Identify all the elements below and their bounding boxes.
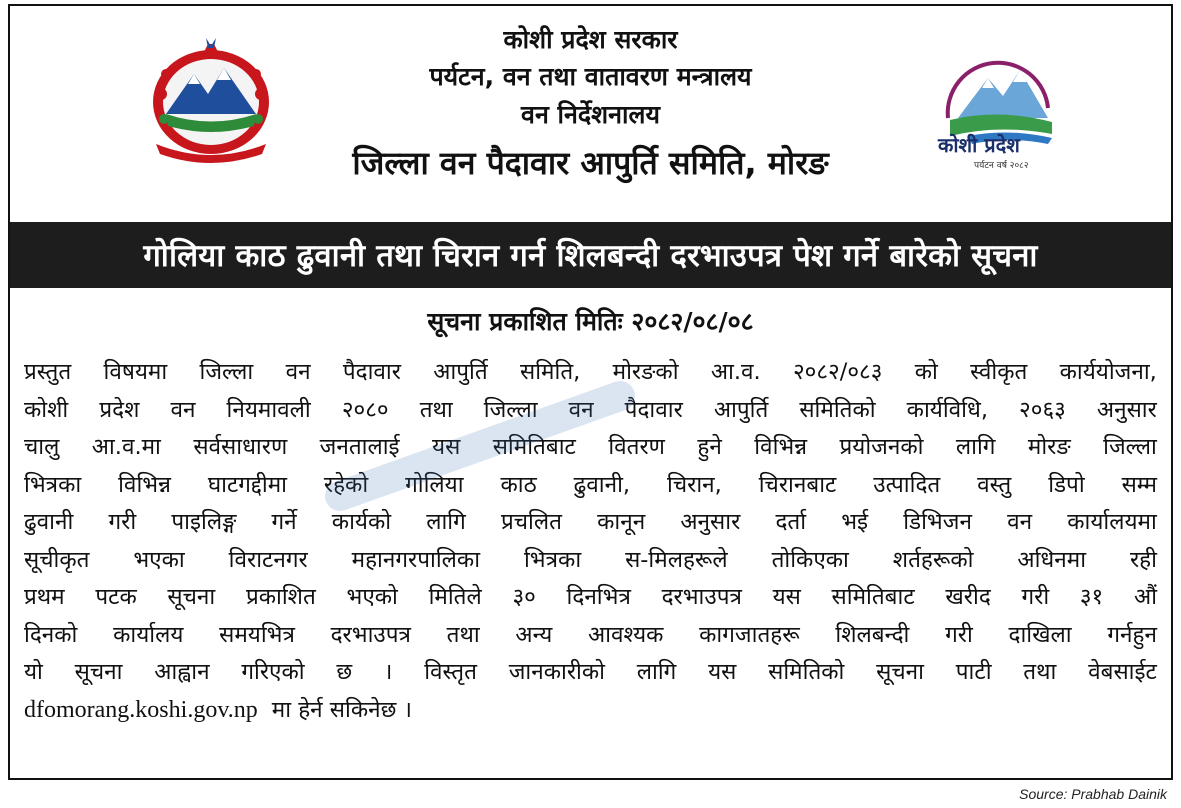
body-word: पैदावार bbox=[342, 359, 401, 385]
body-word: समितिको bbox=[799, 396, 876, 423]
body-word: पाटी bbox=[955, 659, 992, 685]
body-line-last bbox=[24, 692, 1157, 730]
body-word: सम्म bbox=[1121, 471, 1157, 498]
body-word: समिति, bbox=[520, 359, 581, 385]
body-word: कार्यविधि, bbox=[906, 396, 988, 423]
body-word: पटक bbox=[95, 584, 137, 610]
notice-header bbox=[10, 6, 1171, 224]
body-line bbox=[24, 467, 1157, 505]
body-word: समितिबाट bbox=[492, 434, 576, 460]
body-word: अन्य bbox=[515, 621, 553, 648]
body-line bbox=[24, 392, 1157, 430]
body-word: यो bbox=[24, 659, 43, 685]
body-line bbox=[24, 579, 1157, 617]
koshi-tourism-logo-icon bbox=[928, 48, 1068, 180]
body-word: सर्वसाधारण bbox=[193, 434, 288, 460]
body-word: तोकिएका bbox=[771, 546, 849, 573]
website-url[interactable]: dfomorang.koshi.gov.np bbox=[24, 696, 258, 723]
body-word: रहेको bbox=[323, 471, 369, 498]
body-word: सूचना bbox=[74, 659, 123, 685]
body-word: दिनभित्र bbox=[566, 584, 631, 610]
published-date: सूचना प्रकाशित मितिः २०८२/०८/०८ bbox=[427, 307, 754, 336]
body-word: दरभाउपत्र bbox=[661, 584, 742, 610]
body-word: हुने bbox=[697, 434, 722, 460]
body-word: कोशी bbox=[24, 396, 69, 423]
body-word: वन bbox=[568, 396, 594, 423]
body-line bbox=[24, 354, 1157, 392]
body-word: समितिको bbox=[768, 659, 845, 685]
body-word: स्वीकृत bbox=[970, 359, 1028, 385]
body-word: वितरण bbox=[608, 434, 665, 460]
body-word: विषयमा bbox=[103, 359, 168, 385]
body-word: सूचीकृत bbox=[24, 546, 90, 573]
body-word: २०८२/०८३ bbox=[792, 359, 883, 385]
body-word: शिलबन्दी bbox=[835, 621, 910, 648]
source-credit: Source: Prabhab Dainik bbox=[1019, 786, 1167, 802]
body-word: २०८० bbox=[341, 396, 389, 423]
body-word: गोलिया bbox=[405, 471, 464, 498]
body-word: आपुर्ति bbox=[713, 396, 769, 423]
body-word: भएको bbox=[346, 584, 398, 610]
body-word: शर्तहरूको bbox=[892, 546, 974, 573]
body-word: वन bbox=[170, 396, 196, 423]
body-word: २०६३ bbox=[1019, 396, 1066, 423]
body-word: लागि bbox=[955, 434, 996, 460]
body-word: प्रस्तुत bbox=[24, 359, 72, 385]
body-word: चालु bbox=[24, 434, 60, 460]
body-word: कार्यको bbox=[331, 509, 392, 535]
body-line bbox=[24, 654, 1157, 692]
body-word: अनुसार bbox=[680, 509, 741, 535]
body-word: दरभाउपत्र bbox=[330, 621, 411, 648]
body-word: ३१ bbox=[1079, 584, 1104, 610]
body-word: वेबसाईट bbox=[1088, 659, 1157, 685]
body-word: मितिले bbox=[428, 584, 482, 610]
body-word: चिरानबाट bbox=[758, 471, 837, 498]
body-word: उत्पादित bbox=[873, 471, 941, 498]
body-word: प्रयोजनको bbox=[839, 434, 924, 460]
body-word: विराटनगर bbox=[228, 546, 308, 573]
body-word: खरीद bbox=[945, 584, 991, 610]
body-word: भित्रका bbox=[24, 471, 82, 498]
body-word: आ.व. bbox=[710, 359, 761, 385]
body-word: गर्ने bbox=[271, 509, 297, 535]
body-word: आह्वान bbox=[154, 659, 210, 685]
body-word: यस bbox=[432, 434, 461, 460]
body-line bbox=[24, 429, 1157, 467]
body-word: यस bbox=[772, 584, 801, 610]
body-word: ढुवानी, bbox=[573, 471, 631, 498]
body-word: चिरान, bbox=[667, 471, 722, 498]
body-word: दाखिला bbox=[1008, 621, 1072, 648]
body-word: दिनको bbox=[24, 621, 78, 648]
notice-title-banner bbox=[10, 222, 1171, 288]
body-word: लागि bbox=[426, 509, 466, 535]
notice-body bbox=[24, 354, 1157, 729]
body-word: गरिएको bbox=[241, 659, 305, 685]
body-word: जानकारीको bbox=[508, 659, 605, 685]
body-word: पाइलिङ्ग bbox=[171, 509, 237, 535]
nepal-emblem-icon bbox=[136, 34, 286, 164]
body-word: कागजातहरू bbox=[699, 621, 800, 648]
body-word: जिल्ला bbox=[199, 359, 254, 385]
body-word: वस्तु bbox=[977, 471, 1012, 498]
committee-name: जिल्ला वन पैदावार आपुर्ति समिति, मोरङ bbox=[352, 144, 829, 182]
body-word: पैदावार bbox=[624, 396, 683, 423]
body-word: गरी bbox=[945, 621, 973, 648]
body-word: महानगरपालिका bbox=[351, 546, 481, 573]
body-word: प्रथम bbox=[24, 584, 65, 610]
body-word: सूचना bbox=[167, 584, 216, 610]
body-word: विभिन्न bbox=[754, 434, 808, 460]
body-word: आ.व.मा bbox=[91, 434, 161, 460]
notice-title: गोलिया काठ ढुवानी तथा चिरान गर्न शिलबन्दी दरभाउपत्र पेश गर्ने बारेको सूचना bbox=[143, 238, 1038, 274]
body-word: कार्ययोजना, bbox=[1059, 359, 1157, 385]
body-word: लागि bbox=[636, 659, 677, 685]
body-word: जनतालाई bbox=[319, 434, 400, 460]
body-word: प्रकाशित bbox=[245, 584, 316, 610]
body-word: को bbox=[914, 359, 938, 385]
body-word: मोरङ bbox=[1027, 434, 1071, 460]
body-word: यस bbox=[708, 659, 737, 685]
body-word: छ bbox=[336, 659, 353, 685]
body-word: ३० bbox=[512, 584, 536, 610]
logo-subcaption: पर्यटन वर्ष २०८२ bbox=[974, 161, 1029, 171]
body-word: औं bbox=[1133, 584, 1157, 610]
body-word: स-मिलहरूले bbox=[625, 546, 728, 573]
body-word: काठ bbox=[500, 471, 537, 498]
body-word: सूचना bbox=[876, 659, 924, 685]
body-word: डिपो bbox=[1048, 471, 1085, 498]
body-word: तथा bbox=[419, 396, 453, 423]
notice-frame bbox=[8, 4, 1173, 780]
body-word: वन bbox=[1007, 509, 1033, 535]
body-word: ढुवानी bbox=[24, 509, 74, 535]
website-suffix: मा हेर्न सकिनेछ । bbox=[271, 696, 413, 723]
body-word: मोरङको bbox=[612, 359, 679, 385]
body-word: तथा bbox=[1023, 659, 1057, 685]
body-word: वन bbox=[285, 359, 311, 385]
government-name: कोशी प्रदेश सरकार bbox=[503, 25, 678, 54]
body-word: गरी bbox=[1021, 584, 1050, 610]
body-word: प्रदेश bbox=[99, 396, 140, 423]
body-word: । bbox=[383, 659, 393, 685]
body-word: गर्नहुन bbox=[1107, 621, 1157, 648]
header-titles bbox=[270, 22, 911, 188]
body-line bbox=[24, 504, 1157, 542]
body-word: डिभिजन bbox=[903, 509, 972, 535]
directorate-name: वन निर्देशनालय bbox=[521, 100, 660, 129]
body-line bbox=[24, 617, 1157, 655]
body-word: नियमावली bbox=[226, 396, 311, 423]
body-word: कार्यालयमा bbox=[1067, 509, 1157, 535]
body-word: भएका bbox=[133, 546, 185, 573]
body-word: दर्ता bbox=[775, 509, 807, 535]
ministry-name: पर्यटन, वन तथा वातावरण मन्त्रालय bbox=[429, 62, 752, 91]
body-word: गरी bbox=[108, 509, 137, 535]
body-word: जिल्ला bbox=[483, 396, 538, 423]
body-word: अधिनमा bbox=[1017, 546, 1087, 573]
body-word: जिल्ला bbox=[1103, 434, 1157, 460]
body-word: आपुर्ति bbox=[433, 359, 488, 385]
body-word: कार्यालय bbox=[113, 621, 184, 648]
body-word: समितिबाट bbox=[831, 584, 915, 610]
body-word: घाटगद्दीमा bbox=[207, 471, 287, 498]
body-word: समयभित्र bbox=[219, 621, 295, 648]
body-word: तथा bbox=[446, 621, 480, 648]
body-word: भई bbox=[841, 509, 869, 535]
body-word: भित्रका bbox=[523, 546, 582, 573]
body-word: रही bbox=[1129, 546, 1157, 573]
body-word: प्रचलित bbox=[500, 509, 562, 535]
body-word: विभिन्न bbox=[118, 471, 171, 498]
body-word: अनुसार bbox=[1096, 396, 1157, 423]
body-line bbox=[24, 542, 1157, 580]
body-word: विस्तृत bbox=[424, 659, 477, 685]
body-word: कानून bbox=[597, 509, 646, 535]
logo-caption: कोशी प्रदेश bbox=[938, 133, 1020, 157]
body-word: आवश्यक bbox=[588, 621, 664, 648]
